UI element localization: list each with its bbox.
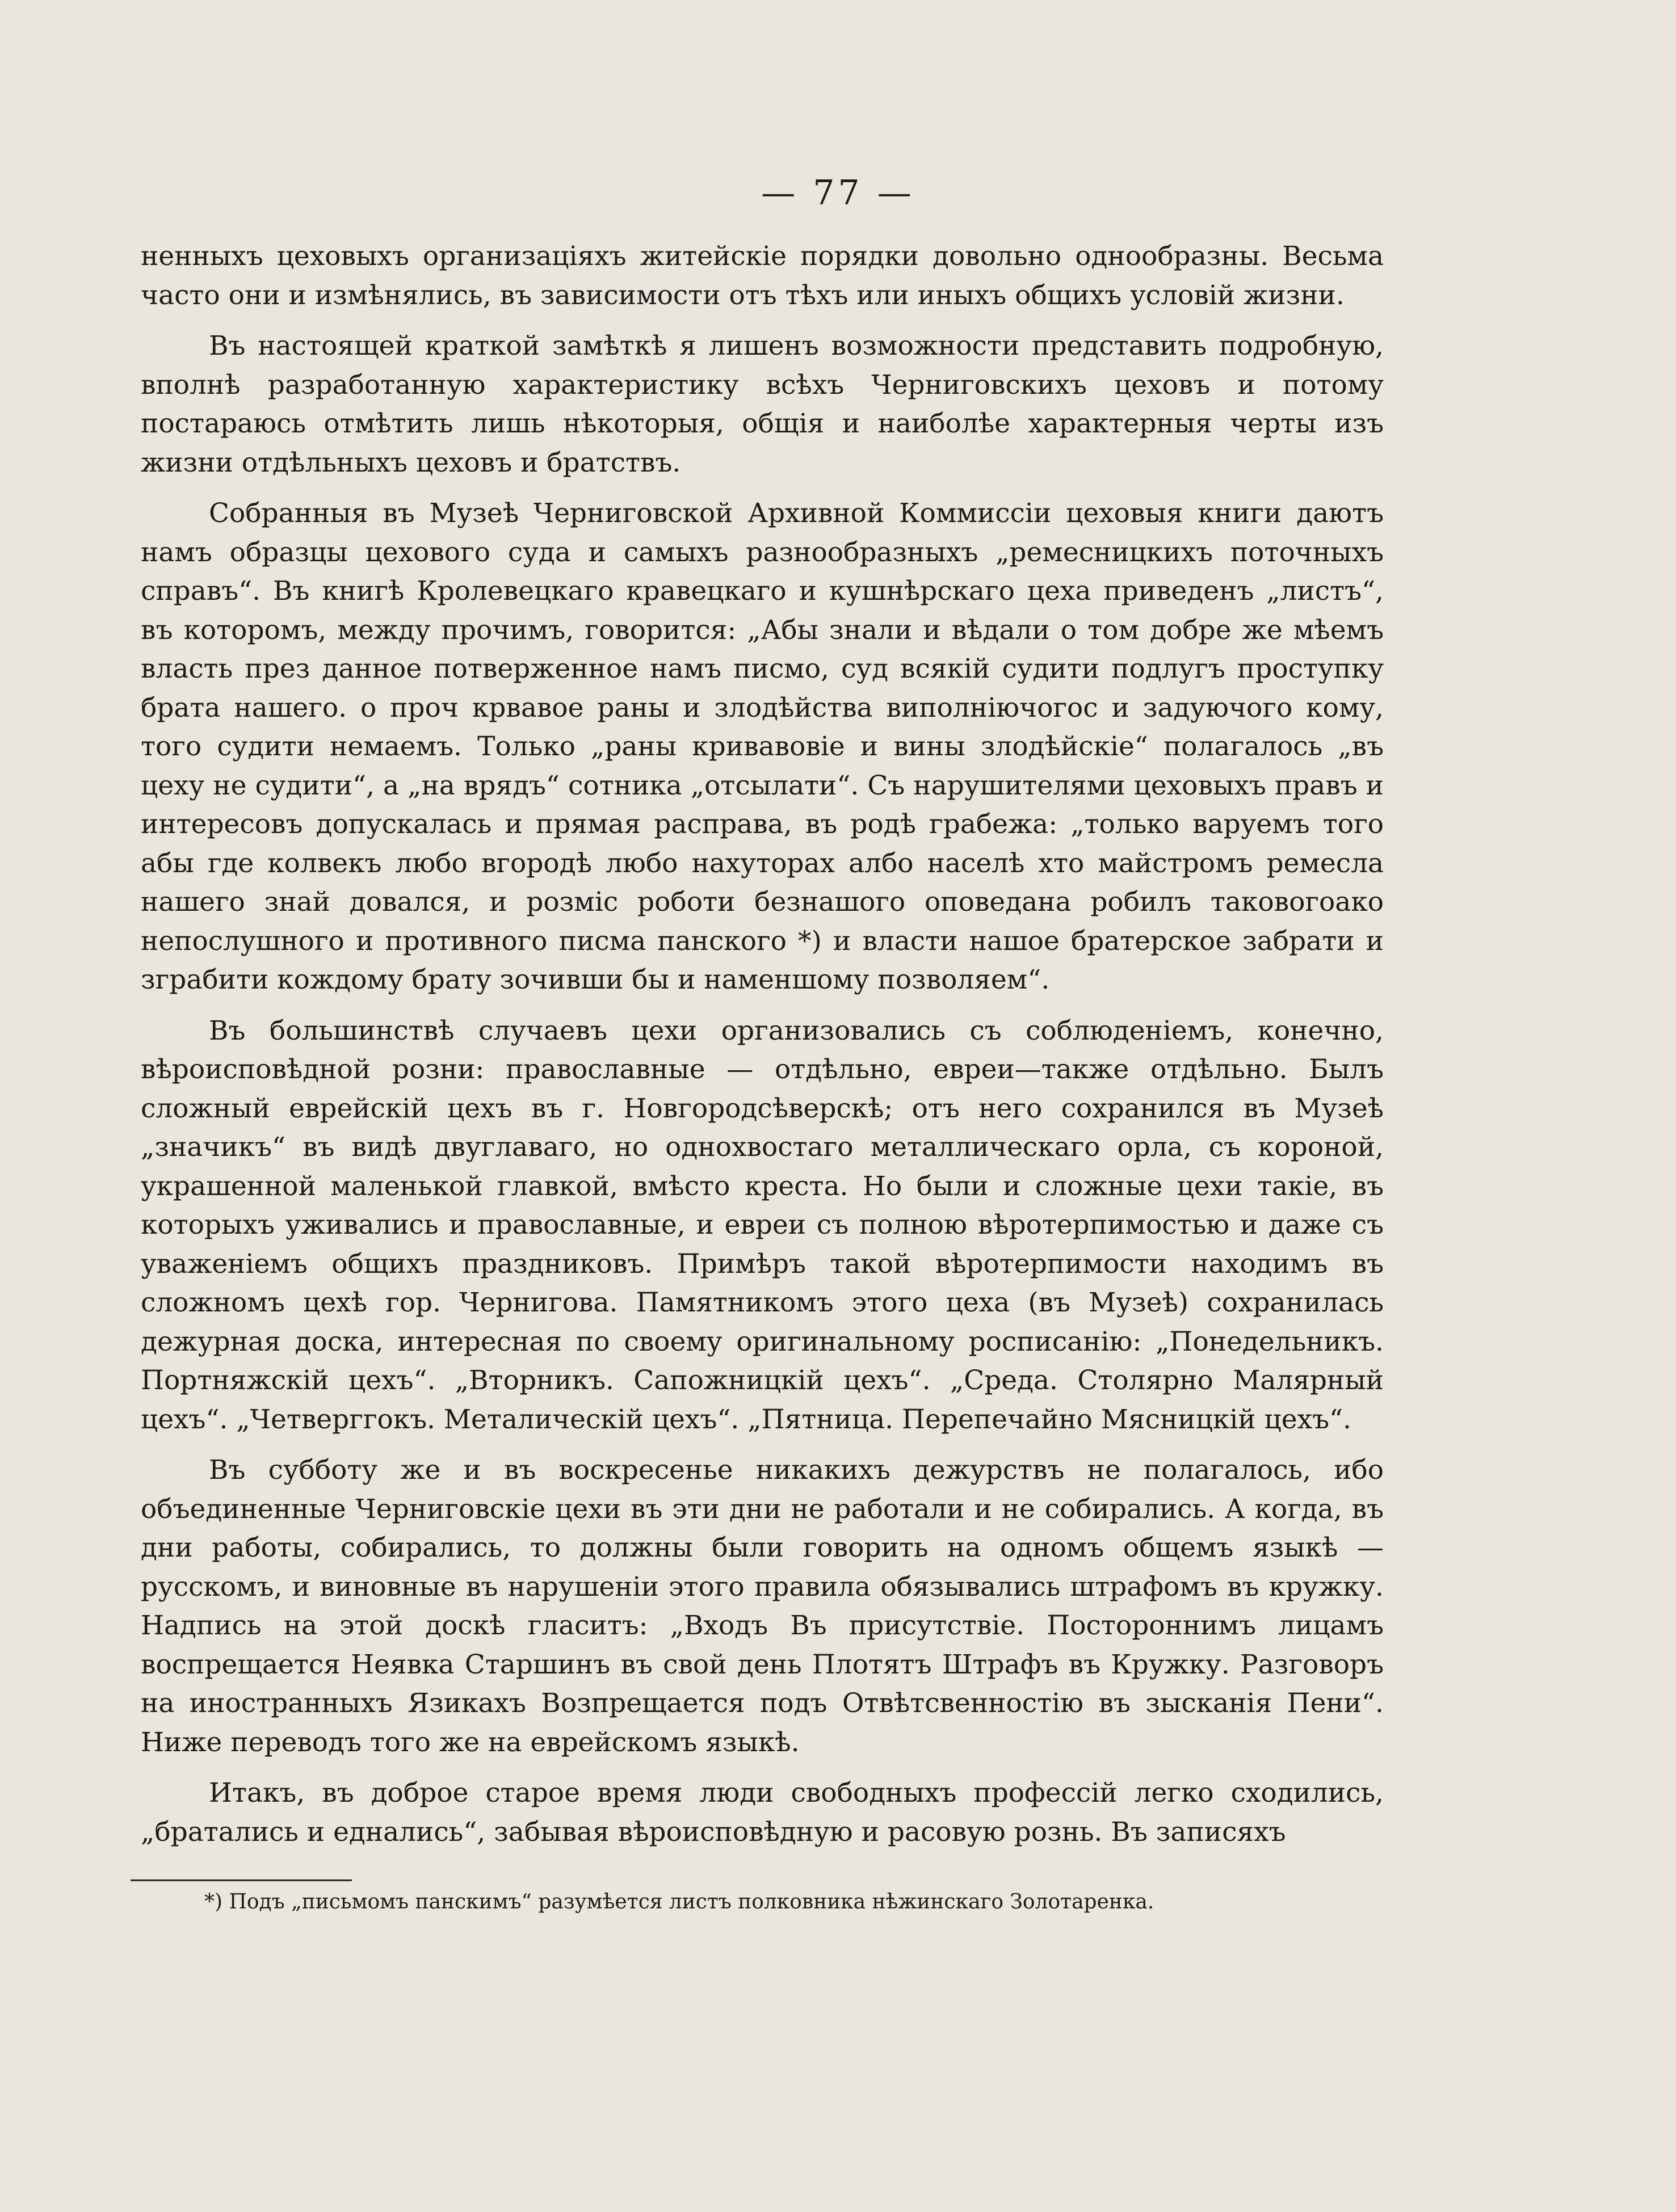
paragraph: Въ большинствѣ случаевъ цехи организовались съ соблюденiемъ, конечно, вѣроисповѣдной розни: православные — отдѣльно, евреи—также отдѣльно. Былъ сложный еврейскiй цехъ въ г. Новгородсѣверскѣ; отъ него сохранился въ Музеѣ „значикъ“ въ видѣ двуглаваго, но однохвостаго металлическаго орла, съ короной, украшенной маленькой главкой, вмѣсто креста. Но были и сложные цехи такiе, въ которыхъ уживались и православные, и евреи съ полною вѣротерпимостью и даже съ уваженiемъ общихъ праздниковъ. Примѣръ такой вѣротерпимости находимъ въ сложномъ цехѣ гор. Чернигова. Памятникомъ этого цеха (въ Музеѣ) сохранилась дежурная доска, интересная по своему оригинальному росписанiю: „Понедельникъ. Портняжскiй цехъ“. „Вторникъ. Сапожницкiй цехъ“. „Среда. Столярно Малярный цехъ“. „Четверггокъ. Металическiй цехъ“. „Пятница. Перепечайно Мясницкiй цехъ“. — [141, 1015, 1384, 1435]
paragraph: Итакъ, въ доброе старое время люди свободныхъ профессiй легко сходились, „братались и еднались“, забывая вѣроисповѣдную и расовую рознь. Въ записяхъ — [141, 1777, 1384, 1848]
paragraph: ненныхъ цеховыхъ организацiяхъ житейскiе порядки довольно однообразны. Весьма часто они и измѣнялись, въ зависимости отъ тѣхъ или иныхъ общихъ условiй жизни. — [141, 241, 1384, 311]
footnote: *) Подъ „письмомъ панскимъ“ разумѣется листъ полковника нѣжинскаго Золотаренка. — [204, 1890, 1154, 1914]
footnote-divider — [131, 1879, 352, 1881]
page-number: — 77 — — [761, 173, 915, 213]
paragraph: Собранныя въ Музеѣ Черниговской Архивной Коммиссiи цеховыя книги даютъ намъ образцы цехового суда и самыхъ разнообразныхъ „ремесницкихъ поточныхъ справъ“. Въ книгѣ Кролевецкаго кравецкаго и кушнѣрскаго цеха приведенъ „листъ“, въ которомъ, между прочимъ, говорится: „Абы знали и вѣдали о том добре же мѣемъ власть през данное потверженное намъ писмо, суд всякiй судити подлугъ проступку брата нашего. о проч крвавое раны и злодѣйства виполнiючогос и задуючого кому, того судити немаемъ. Только „раны кривавовiе и вины злодѣйскiе“ полагалось „въ цеху не судити“, а „на врядъ“ сотника „отсылати“. Съ нарушителями цеховыхъ правъ и интересовъ допускалась и прямая расправа, въ родѣ грабежа: „только варуемъ того абы где колвекъ любо вгородѣ любо нахуторах албо населѣ хто майстромъ ремесла нашего знай довался, и розмiс роботи безнашого оповедана робилъ таковогоако непослушного и противного писма панского *) и власти нашое братерское забрати и зграбити кождому брату зочивши бы и наменшому позволяем“. — [141, 498, 1384, 995]
main-text — [141, 237, 1384, 1864]
paragraph: Въ субботу же и въ воскресенье никакихъ дежурствъ не полагалось, ибо объединенные Черниговскiе цехи въ эти дни не работали и не собирались. А когда, въ дни работы, собирались, то должны были говорить на одномъ общемъ языкѣ — русскомъ, и виновные въ нарушенiи этого правила обязывались штрафомъ въ кружку. Надпись на этой доскѣ гласитъ: „Входъ Въ присутствiе. Постороннимъ лицамъ воспрещается Неявка Старшинъ въ свой день Плотятъ Штрафъ въ Кружку. Разговоръ на иностранныхъ Язикахъ Возпрещается подъ Отвѣтсвенностiю въ зысканiя Пени“. Ниже переводъ того же на еврейскомъ языкѣ. — [141, 1454, 1384, 1758]
paragraph: Въ настоящей краткой замѣткѣ я лишенъ возможности представить подробную, вполнѣ разработанную характеристику всѣхъ Черниговскихъ цеховъ и потому постараюсь отмѣтить лишь нѣкоторыя, общiя и наиболѣе характерныя черты изъ жизни отдѣльныхъ цеховъ и братствъ. — [141, 330, 1384, 478]
